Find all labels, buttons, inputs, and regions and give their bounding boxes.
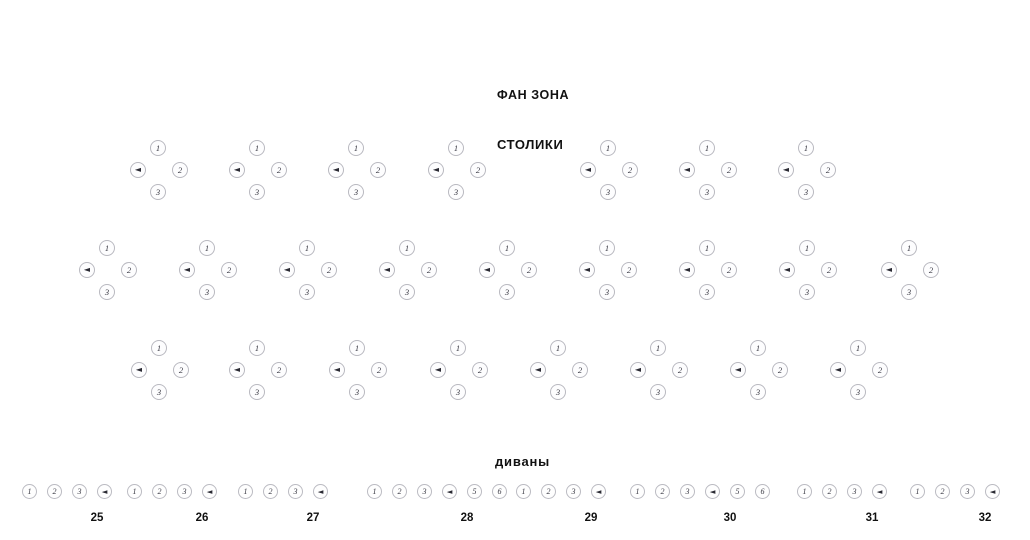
table-seat[interactable]: 1 [850,340,866,356]
sofa-seat[interactable]: 3 [417,484,432,499]
table-seat[interactable]: 2 [370,162,386,178]
table-seat[interactable]: 3 [151,384,167,400]
table-seat[interactable]: 3 [249,384,265,400]
table-seat[interactable]: 1 [99,240,115,256]
table-seat[interactable]: ◄ [881,262,897,278]
sofa-seat[interactable]: 1 [367,484,382,499]
table-seat[interactable]: ◄ [229,162,245,178]
table-seat[interactable]: 1 [448,140,464,156]
table-seat[interactable]: 3 [448,184,464,200]
sofa-seat[interactable]: ◄ [442,484,457,499]
sofa-seat[interactable]: 1 [797,484,812,499]
table-seat[interactable]: ◄ [130,162,146,178]
table-seat[interactable]: 1 [450,340,466,356]
sofa-seat[interactable]: 1 [22,484,37,499]
table-seat[interactable]: 3 [199,284,215,300]
table-seat[interactable]: 2 [572,362,588,378]
sofa-number: 25 [90,512,104,524]
sofa-seat[interactable]: 1 [238,484,253,499]
sofa-seat[interactable]: 3 [72,484,87,499]
table-seat[interactable]: 2 [521,262,537,278]
table-seat[interactable]: 3 [699,284,715,300]
table-seat[interactable]: ◄ [630,362,646,378]
sofa-seat[interactable]: ◄ [97,484,112,499]
sofa-seat[interactable]: 6 [755,484,770,499]
sofa-number: 26 [195,512,209,524]
table-seat[interactable]: ◄ [679,162,695,178]
table-seat[interactable]: ◄ [779,262,795,278]
table-seat[interactable]: 2 [721,162,737,178]
sofa-seat[interactable]: 6 [492,484,507,499]
sofa-seat[interactable]: ◄ [313,484,328,499]
table-seat[interactable]: 1 [249,340,265,356]
table-seat[interactable]: ◄ [730,362,746,378]
table-seat[interactable]: 3 [850,384,866,400]
sofa-number: 28 [460,512,474,524]
sofas-label: диваны [495,454,551,469]
table-seat[interactable]: 3 [650,384,666,400]
table-seat[interactable]: 2 [472,362,488,378]
table-seat[interactable]: 2 [271,362,287,378]
sofa-seat[interactable]: 2 [541,484,556,499]
table-seat[interactable]: ◄ [579,262,595,278]
sofa-seat[interactable]: 5 [467,484,482,499]
table-seat[interactable]: 2 [172,162,188,178]
sofa-seat[interactable]: ◄ [985,484,1000,499]
sofa-seat[interactable]: 2 [263,484,278,499]
table-seat[interactable]: 1 [650,340,666,356]
sofa-seat[interactable]: ◄ [591,484,606,499]
sofa-number: 31 [865,512,879,524]
fan-zone-label: ФАН ЗОНА [497,88,570,102]
table-seat[interactable]: ◄ [279,262,295,278]
table-seat[interactable]: 2 [772,362,788,378]
table-seat[interactable]: 1 [399,240,415,256]
table-seat[interactable]: ◄ [430,362,446,378]
table-seat[interactable]: 2 [672,362,688,378]
table-seat[interactable]: 1 [798,140,814,156]
table-seat[interactable]: 3 [499,284,515,300]
sofa-number: 30 [723,512,737,524]
table-seat[interactable]: 3 [299,284,315,300]
table-seat[interactable]: 1 [550,340,566,356]
table-seat[interactable]: 3 [901,284,917,300]
sofa-seat[interactable]: 3 [177,484,192,499]
table-seat[interactable]: ◄ [179,262,195,278]
table-seat[interactable]: 2 [821,262,837,278]
table-seat[interactable]: 1 [299,240,315,256]
sofa-seat[interactable]: 3 [566,484,581,499]
table-seat[interactable]: 2 [470,162,486,178]
table-seat[interactable]: 1 [348,140,364,156]
table-seat[interactable]: 3 [99,284,115,300]
table-seat[interactable]: 2 [622,162,638,178]
table-seat[interactable]: 1 [199,240,215,256]
table-seat[interactable]: 2 [271,162,287,178]
sofa-seat[interactable]: 3 [288,484,303,499]
table-seat[interactable]: 2 [923,262,939,278]
sofa-seat[interactable]: 3 [680,484,695,499]
sofa-seat[interactable]: 2 [152,484,167,499]
table-seat[interactable]: ◄ [479,262,495,278]
table-seat[interactable]: ◄ [329,362,345,378]
table-seat[interactable]: ◄ [379,262,395,278]
table-seat[interactable]: 3 [348,184,364,200]
sofa-seat[interactable]: 2 [47,484,62,499]
table-seat[interactable]: 3 [599,284,615,300]
sofa-seat[interactable]: ◄ [705,484,720,499]
table-seat[interactable]: 1 [349,340,365,356]
table-seat[interactable]: 3 [550,384,566,400]
sofa-seat[interactable]: 1 [127,484,142,499]
sofa-number: 29 [584,512,598,524]
sofa-seat[interactable]: 1 [630,484,645,499]
table-seat[interactable]: 3 [798,184,814,200]
sofa-seat[interactable]: 1 [910,484,925,499]
table-seat[interactable]: 3 [799,284,815,300]
sofa-seat[interactable]: 3 [960,484,975,499]
table-seat[interactable]: 1 [750,340,766,356]
table-seat[interactable]: 3 [349,384,365,400]
table-seat[interactable]: ◄ [530,362,546,378]
sofa-seat[interactable]: 2 [655,484,670,499]
sofa-seat[interactable]: 5 [730,484,745,499]
table-seat[interactable]: 2 [621,262,637,278]
table-seat[interactable]: ◄ [229,362,245,378]
sofa-seat[interactable]: 1 [516,484,531,499]
table-seat[interactable]: 3 [249,184,265,200]
table-seat[interactable]: 1 [150,140,166,156]
table-seat[interactable]: ◄ [79,262,95,278]
table-seat[interactable]: 3 [600,184,616,200]
tables-label: СТОЛИКИ [497,137,564,152]
table-seat[interactable]: 3 [699,184,715,200]
table-seat[interactable]: 3 [150,184,166,200]
table-seat[interactable]: 2 [421,262,437,278]
table-seat[interactable]: ◄ [428,162,444,178]
table-seat[interactable]: 2 [221,262,237,278]
sofa-number: 27 [306,512,320,524]
table-seat[interactable]: 1 [499,240,515,256]
table-seat[interactable]: 2 [121,262,137,278]
table-seat[interactable]: 2 [173,362,189,378]
table-seat[interactable]: 2 [872,362,888,378]
table-seat[interactable]: 2 [721,262,737,278]
sofa-seat[interactable]: 2 [935,484,950,499]
table-seat[interactable]: ◄ [830,362,846,378]
sofa-seat[interactable]: ◄ [872,484,887,499]
table-seat[interactable]: ◄ [580,162,596,178]
sofa-number: 32 [978,512,992,524]
table-seat[interactable]: 1 [249,140,265,156]
table-seat[interactable]: 3 [750,384,766,400]
sofa-seat[interactable]: 2 [822,484,837,499]
table-seat[interactable]: 2 [820,162,836,178]
table-seat[interactable]: ◄ [778,162,794,178]
table-seat[interactable]: 1 [599,240,615,256]
table-seat[interactable]: 1 [699,140,715,156]
table-seat[interactable]: 1 [901,240,917,256]
table-seat[interactable]: 3 [450,384,466,400]
table-seat[interactable]: 1 [799,240,815,256]
table-seat[interactable]: ◄ [679,262,695,278]
sofa-seat[interactable]: 2 [392,484,407,499]
table-seat[interactable]: 1 [699,240,715,256]
table-seat[interactable]: 2 [321,262,337,278]
table-seat[interactable]: 2 [371,362,387,378]
table-seat[interactable]: 3 [399,284,415,300]
table-seat[interactable]: 1 [600,140,616,156]
sofa-seat[interactable]: ◄ [202,484,217,499]
sofa-seat[interactable]: 3 [847,484,862,499]
table-seat[interactable]: 1 [151,340,167,356]
table-seat[interactable]: ◄ [131,362,147,378]
table-seat[interactable]: ◄ [328,162,344,178]
